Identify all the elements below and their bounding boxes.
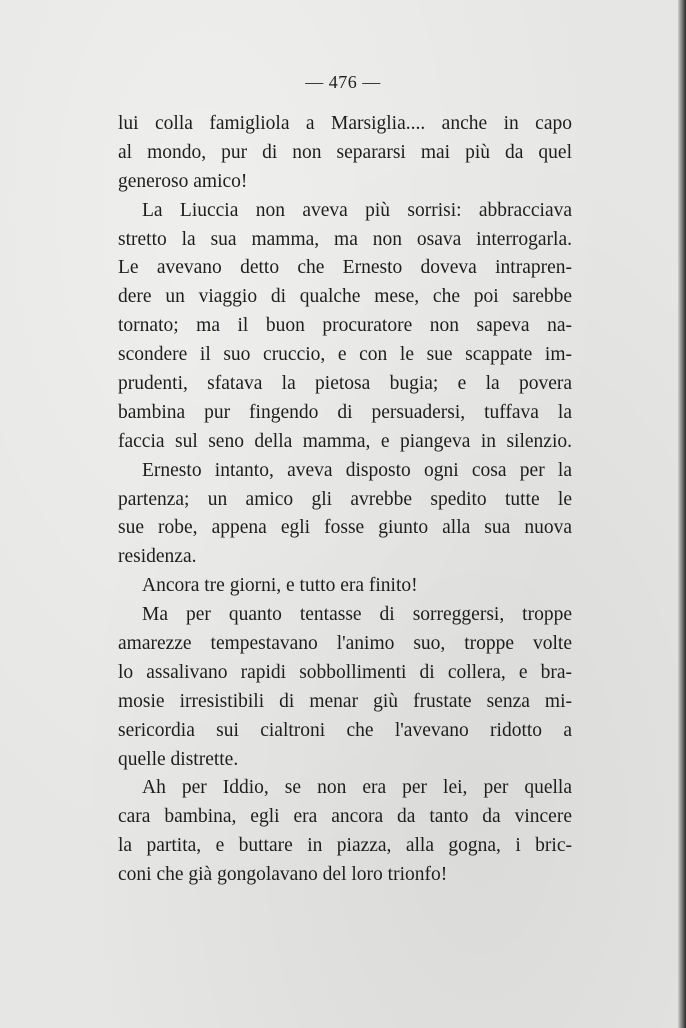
text-line: quelle distrette. <box>118 748 239 770</box>
text-line: sue robe, appena egli fosse giunto alla sua nuova <box>118 517 572 539</box>
text-line: prudenti, sfatava la pietosa bugia; e la povera <box>118 373 572 395</box>
text-line: Ah per Iddio, se non era per lei, per quella <box>142 777 572 799</box>
text-line: al mondo, pur di non separarsi mai più da quel <box>118 141 572 163</box>
page-edge <box>678 0 686 1028</box>
text-line: Ma per quanto tentasse di sorreggersi, troppe <box>142 604 572 626</box>
body-text <box>118 110 572 890</box>
text-line: cara bambina, egli era ancora da tanto da vincere <box>118 806 572 828</box>
text-line: mosie irresistibili di menar giù frustate senza mi- <box>118 690 572 712</box>
text-line: Ernesto intanto, aveva disposto ogni cosa per la <box>142 459 572 481</box>
text-line: bambina pur fingendo di persuadersi, tuffava la <box>118 401 572 423</box>
text-line: generoso amico! <box>118 170 248 192</box>
text-line: faccia sul seno della mamma, e piangeva in silenzio. <box>118 430 572 452</box>
text-line: amarezze tempestavano l'animo suo, troppe volte <box>118 633 572 655</box>
text-line: La Liuccia non aveva più sorrisi: abbracciava <box>142 199 572 221</box>
text-line: lo assalivano rapidi sobbollimenti di collera, e bra- <box>118 661 572 683</box>
text-line: dere un viaggio di qualche mese, che poi sarebbe <box>118 286 572 308</box>
text-line: partenza; un amico gli avrebbe spedito tutte le <box>118 488 572 510</box>
text-line: sericordia sui cialtroni che l'avevano ridotto a <box>118 719 572 741</box>
text-line: tornato; ma il buon procuratore non sapeva na- <box>118 315 572 337</box>
text-line: la partita, e buttare in piazza, alla gogna, i bric- <box>118 835 572 857</box>
page-number: — 476 — <box>305 72 381 92</box>
text-line: stretto la sua mamma, ma non osava interrogarla. <box>118 228 572 250</box>
text-line: Le avevano detto che Ernesto doveva intrapren- <box>118 257 572 279</box>
text-line: coni che già gongolavano del loro trionfo! <box>118 864 448 886</box>
text-line: scondere il suo cruccio, e con le sue scappate im- <box>118 344 572 366</box>
text-line: residenza. <box>118 546 197 568</box>
text-line: lui colla famigliola a Marsiglia.... anche in capo <box>118 113 572 134</box>
text-line: Ancora tre giorni, e tutto era finito! <box>142 575 418 597</box>
